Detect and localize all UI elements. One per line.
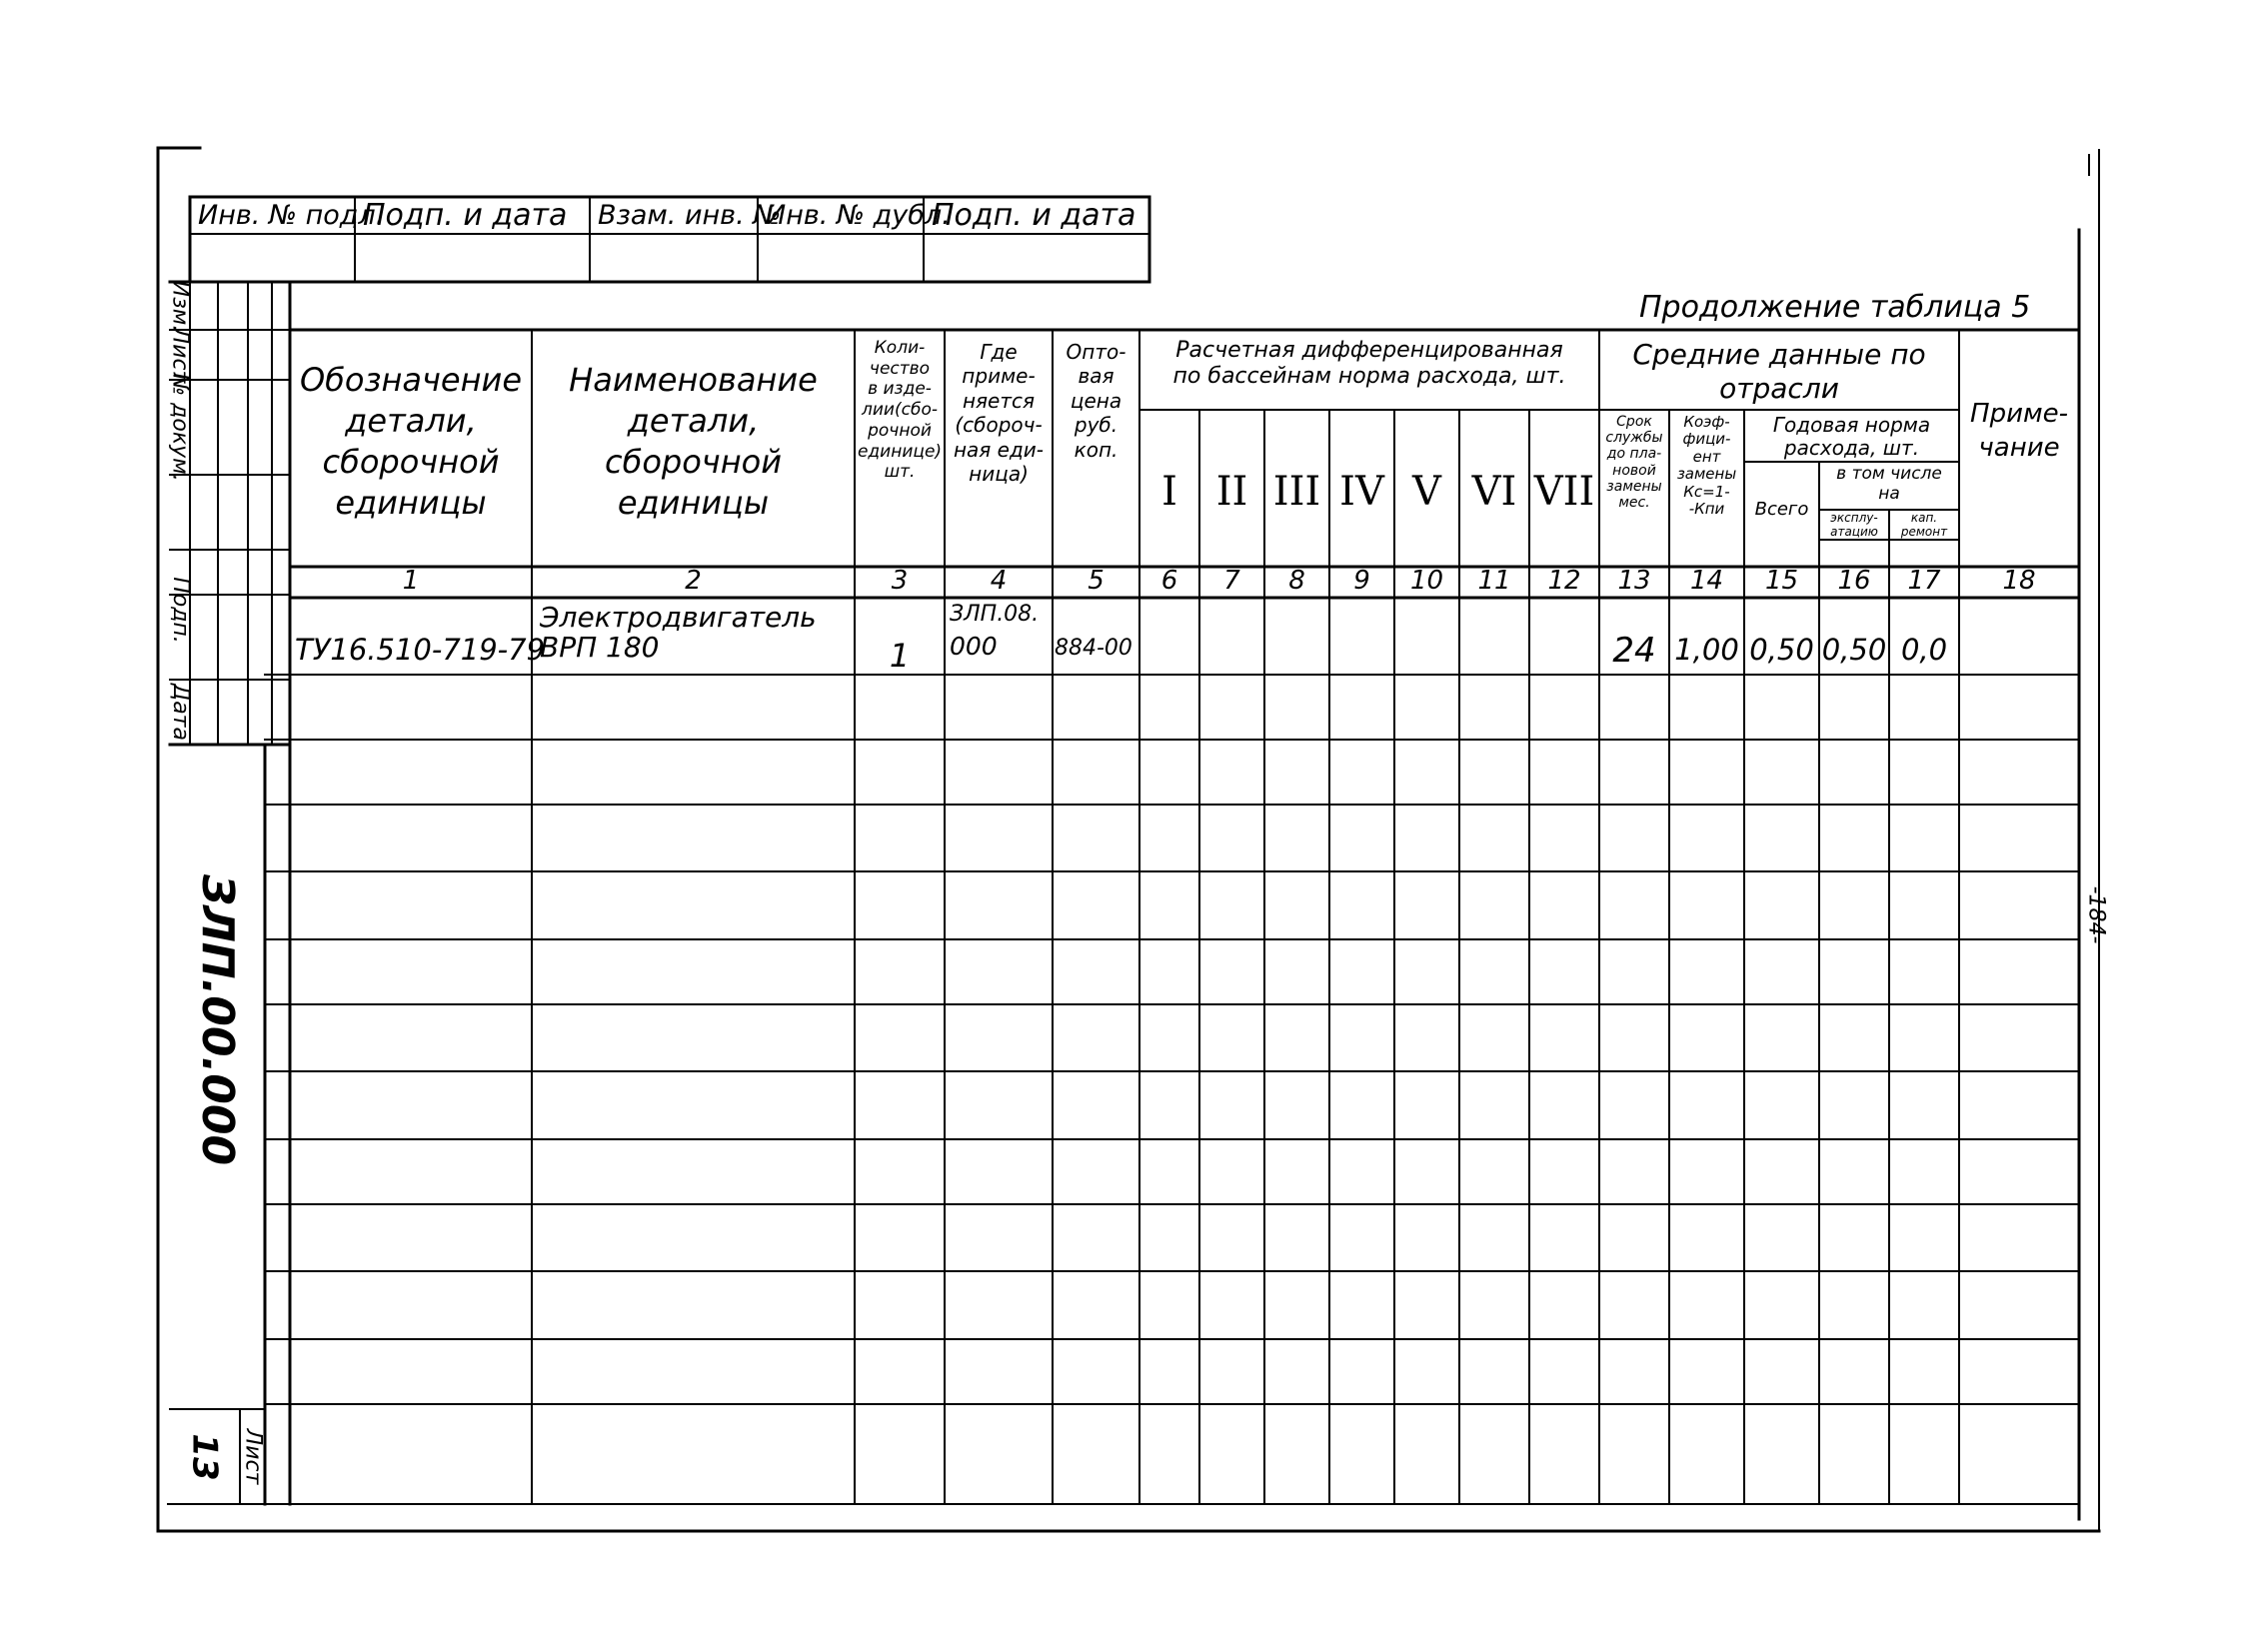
row-service-life: 24 [1612, 631, 1656, 671]
row-name-line1: Электродвигатель [540, 601, 817, 634]
header-basin-6: VI [1471, 469, 1517, 515]
colnum-13: 13 [1617, 566, 1651, 596]
rev-label-sheet: Лист [167, 327, 193, 383]
row-price: 884-00 [1055, 636, 1132, 661]
row-quantity: 1 [889, 637, 911, 675]
table-title: Продолжение таблица 5 [1639, 290, 2031, 325]
header-basin-4: IV [1339, 469, 1384, 515]
stamp-inv-original: Инв. № подл. [198, 200, 385, 231]
row-operation: 0,50 [1821, 633, 1887, 667]
colnum-16: 16 [1837, 566, 1871, 596]
header-annual-group: Годовая норма расхода, шт. [1772, 413, 1931, 460]
sheet-number: 13 [184, 1432, 225, 1481]
header-quantity: Коли- чество в изде- лии(сбо- рочной единице) шт. [857, 338, 943, 483]
colnum-8: 8 [1288, 566, 1305, 596]
row-name-line2: ВРП 180 [540, 631, 660, 664]
colnum-6: 6 [1160, 566, 1178, 596]
row-where-line2: 000 [950, 632, 998, 661]
header-basin-1: I [1161, 469, 1177, 515]
row-total: 0,50 [1749, 633, 1814, 667]
stamp-signature-date-1: Подп. и дата [363, 198, 568, 233]
row-where-line1: ЗЛП.08. [950, 602, 1040, 627]
header-where-used: Где приме- няется (сбороч- ная еди- ница) [953, 340, 1045, 486]
rev-label-date: Дата [167, 684, 193, 741]
colnum-18: 18 [2002, 566, 2036, 596]
header-industry-group: Средние данные по отрасли [1632, 338, 1926, 405]
header-price: Опто- вая цена руб. коп. [1066, 340, 1126, 462]
row-replacement-coef: 1,00 [1674, 633, 1739, 667]
header-replacement-coef: Коэф- фици- ент замены Кс=1- -Кпи [1676, 413, 1737, 518]
colnum-12: 12 [1547, 566, 1581, 596]
colnum-9: 9 [1353, 566, 1370, 596]
colnum-14: 14 [1689, 566, 1724, 596]
rev-label-doc-number: № докум. [167, 373, 193, 482]
row-designation: ТУ16.510-719-79 [295, 633, 546, 667]
stamp-replace-inv: Взам. инв. № [598, 200, 782, 231]
colnum-11: 11 [1477, 566, 1511, 596]
rev-label-signature: Подп. [167, 576, 193, 644]
stamp-signature-date-2: Подп. и дата [932, 198, 1136, 233]
sheet-label: Лист [240, 1428, 266, 1485]
header-service-life: Срок службы до пла- новой замены мес. [1605, 414, 1663, 512]
header-basin-3: III [1272, 469, 1321, 515]
header-total: Всего [1754, 499, 1809, 520]
colnum-5: 5 [1088, 566, 1105, 596]
colnum-7: 7 [1223, 566, 1240, 596]
header-basin-5: V [1412, 469, 1441, 515]
header-basins-group: Расчетная дифференцированная по бассейнам норма расхода, шт. [1172, 338, 1566, 390]
header-name: Наименование детали, сборочной единицы [569, 361, 818, 522]
header-including-group: в том числе на [1836, 464, 1942, 504]
colnum-10: 10 [1409, 566, 1444, 596]
header-overhaul: кап. ремонт [1900, 511, 1948, 539]
header-operation: эксплу- атацию [1830, 511, 1878, 539]
colnum-15: 15 [1764, 566, 1799, 596]
header-note: Приме- чание [1970, 399, 2068, 463]
colnum-4: 4 [990, 566, 1008, 596]
colnum-2: 2 [685, 566, 702, 596]
colnum-1: 1 [402, 566, 420, 596]
colnum-17: 17 [1907, 566, 1941, 596]
header-basin-2: II [1215, 469, 1248, 515]
row-overhaul: 0,0 [1900, 633, 1948, 667]
document-code: ЗЛП.00.000 [192, 873, 244, 1165]
colnum-3: 3 [891, 566, 909, 596]
header-basin-7: VII [1533, 469, 1595, 515]
rev-label-change: Изм. [167, 280, 193, 332]
stamp-inv-duplicate: Инв. № дубл. [766, 200, 951, 231]
header-designation: Обозначение детали, сборочной единицы [299, 361, 523, 522]
page-mark: -184- [2083, 885, 2109, 943]
